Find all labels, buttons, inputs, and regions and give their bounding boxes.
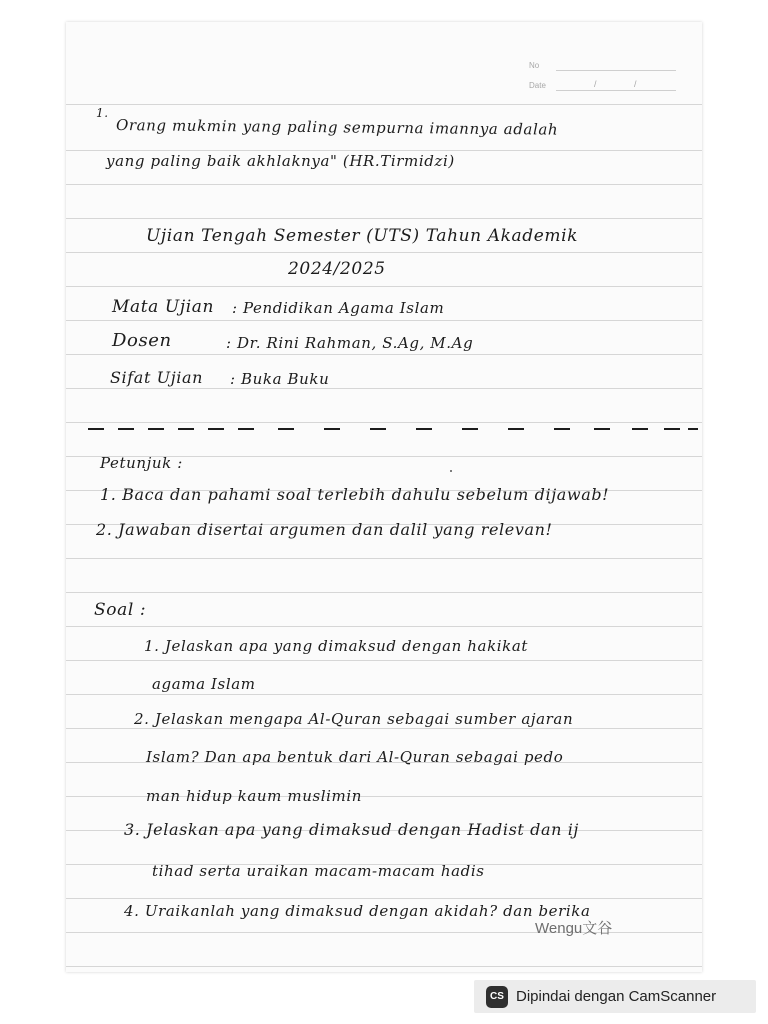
question-4-line-1: 4. Uraikanlah yang dimaksud dengan akidah? dan berika (124, 902, 591, 920)
hadith-line-1: Orang mukmin yang paling sempurna imannya adalah (115, 116, 559, 139)
dash-separator (664, 428, 680, 430)
ruled-line (66, 104, 702, 105)
dash-separator (118, 428, 134, 430)
camscanner-icon: CS (486, 986, 508, 1008)
lecturer-value: : Dr. Rini Rahman, S.Ag, M.Ag (226, 334, 474, 352)
ruled-line (66, 388, 702, 389)
lecturer-label: Dosen (112, 330, 172, 351)
ink-dot (450, 470, 452, 472)
dash-separator (208, 428, 224, 430)
hadith-number: 1. (96, 106, 109, 120)
ruled-line (66, 898, 702, 899)
ruled-line (66, 184, 702, 185)
questions-heading: Soal : (94, 600, 147, 620)
dash-separator (594, 428, 610, 430)
hadith-line-2: yang paling baik akhlaknya" (HR.Tirmidzi) (106, 152, 455, 170)
instruction-item: 2. Jawaban disertai argumen dan dalil yang relevan! (96, 520, 553, 539)
dash-separator (178, 428, 194, 430)
instruction-item: 1. Baca dan pahami soal terlebih dahulu sebelum dijawab! (100, 485, 610, 504)
question-1-line-2: agama Islam (152, 675, 256, 693)
date-separator: / (634, 79, 637, 89)
dash-separator (554, 428, 570, 430)
notebook-page (66, 22, 702, 972)
dash-separator (416, 428, 432, 430)
question-2-line-2: Islam? Dan apa bentuk dari Al-Quran sebagai pedo (146, 748, 564, 766)
ruled-line (66, 320, 702, 321)
ruled-line (66, 694, 702, 695)
dash-separator (632, 428, 648, 430)
dash-separator (688, 428, 698, 430)
dash-separator (278, 428, 294, 430)
date-label: Date (529, 81, 546, 90)
subject-value: : Pendidikan Agama Islam (232, 299, 445, 317)
ruled-line (66, 626, 702, 627)
dash-separator (370, 428, 386, 430)
academic-year: 2024/2025 (288, 259, 386, 279)
notebook-brand: Wengu文谷 (535, 920, 613, 937)
question-3-line-2: tihad serta uraikan macam-macam hadis (152, 862, 485, 880)
question-2-line-1: 2. Jelaskan mengapa Al-Quran sebagai sumber ajaran (134, 710, 574, 728)
no-field-line (556, 70, 676, 71)
ruled-line (66, 592, 702, 593)
question-3-line-1: 3. Jelaskan apa yang dimaksud dengan Hadist dan ij (124, 820, 579, 839)
instructions-heading: Petunjuk : (100, 454, 183, 472)
ruled-line (66, 558, 702, 559)
question-2-line-3: man hidup kaum muslimin (146, 787, 363, 805)
ruled-line (66, 150, 702, 151)
dash-separator (324, 428, 340, 430)
dash-separator (88, 428, 104, 430)
camscanner-text: Dipindai dengan CamScanner (516, 988, 717, 1005)
date-field-line (556, 90, 676, 91)
ruled-line (66, 966, 702, 967)
dash-separator (238, 428, 254, 430)
ruled-line (66, 218, 702, 219)
subject-label: Mata Ujian (112, 297, 215, 317)
exam-title: Ujian Tengah Semester (UTS) Tahun Akademik (146, 226, 579, 246)
ruled-line (66, 660, 702, 661)
dash-separator (148, 428, 164, 430)
ruled-line (66, 286, 702, 287)
ruled-line (66, 422, 702, 423)
date-separator: / (594, 79, 597, 89)
dash-separator (508, 428, 524, 430)
question-1-line-1: 1. Jelaskan apa yang dimaksud dengan hakikat (144, 637, 529, 655)
dash-separator (462, 428, 478, 430)
ruled-line (66, 252, 702, 253)
mode-label: Sifat Ujian (110, 368, 204, 387)
mode-value: : Buka Buku (230, 370, 330, 388)
no-label: No (529, 61, 540, 70)
ruled-line (66, 354, 702, 355)
camscanner-badge (474, 980, 756, 1013)
ruled-line (66, 728, 702, 729)
